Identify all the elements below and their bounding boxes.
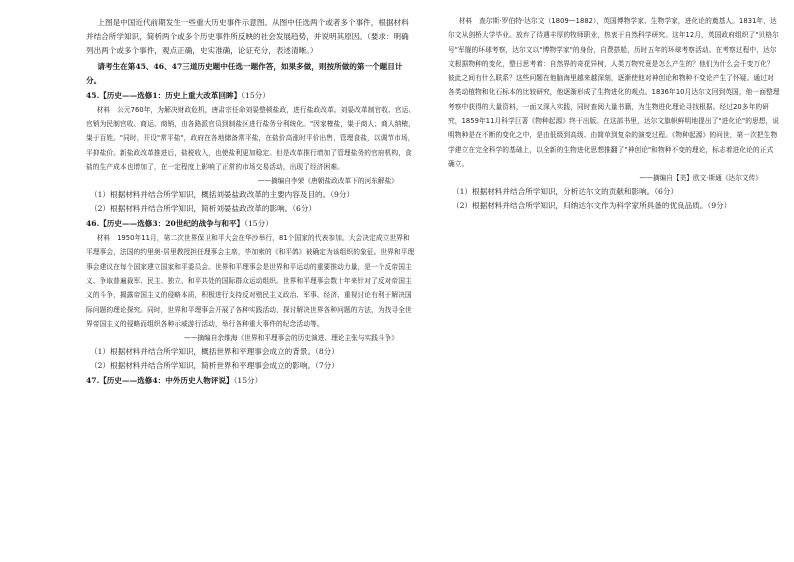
question-47-sub-2: （2）根据材料并结合所学知识，归纳达尔文作为科学家所具备的优良品质。（9分）: [452, 201, 732, 211]
question-46-sub-1: （1）根据材料并结合所学知识，概括世界和平理事会成立的背景。（8分）: [90, 347, 339, 357]
left-column: [86, 14, 416, 388]
question-46-material: 材料 1950年11月，第二次世界保卫和平大会在华沙举行，81个国家的代表参加。大会决定成立世界和平理事会，法国的约里奥-居里教授担任理事会主席，毕加索的《和平鸽》被确定为该组织的象征。世界和平理事会建议在每个国家建立国家和平委员会。世界和平理事会是世界和平运动的重要推动力量，是一个反帝国主义、争取普遍裁军、民主、独立、和平共处的国际群众运动组织。世界和平理事会数十年来针对了反对帝国主义的斗争，揭露帝国主义的侵略本质，积极进行支持反对殖民主义政治、军事、经济、重视讨论有利于解决国际问题的理论探究。同时，世界和平理事会开展了各种实践活动，探讨解决世界各种问题的方法，为找寻全世界帝国主义的侵略而组织各种示威游行活动，举行各种重大事件的纪念活动等。: [86, 234, 415, 328]
question-47-heading: 47.【历史——选修4：中外历史人物评说】（15分）: [86, 376, 263, 386]
right-column: [448, 14, 780, 213]
question-46-sub-2: （2）根据材料并结合所学知识，简析世界和平理事会成立的影响。（7分）: [90, 361, 339, 371]
question-46-source: ——摘编自余维海《世界和平理事会的历史演进、理论主张与实践斗争》: [184, 334, 398, 343]
question-45-heading: 45.【历史——选修1：历史上重大改革回眸】（15分）: [86, 90, 270, 100]
question-45-source: ——摘编自李荣《唐朝盐政改革下的河东解盐》: [257, 177, 398, 186]
question-45-sub-2: （2）根据材料并结合所学知识，简析刘晏盐政改革的影响。（6分）: [90, 204, 317, 214]
question-45-sub-1: （1）根据材料并结合所学知识，概括刘晏盐政改革的主要内容及目的。（9分）: [90, 190, 355, 200]
question-46-heading: 46.【历史——选修3：20世纪的战争与和平】（15分）: [86, 219, 273, 229]
elective-notice: 请考生在第45、46、47三道历史题中任选一题作答，如果多做，则按所做的第一个题目计分。: [86, 61, 403, 85]
question-47-sub-1: （1）根据材料并结合所学知识，分析达尔文的贡献和影响。（6分）: [452, 187, 679, 197]
question-47-source: ——摘编自【美】欧文·斯通《达尔文传》: [639, 174, 762, 183]
question-prompt: 上图是中国近代前期发生一些重大历史事件示意图。从图中任选两个或者多个事件，根据材料并结合所学知识，简析两个或多个历史事件所反映的社会发展趋势，并说明其原因。（要求：明确列出两个或多个事件，观点正确，史实准确，论证充分，表述清晰。）: [86, 18, 409, 56]
question-45-material: 材料 公元760年，为解决财政危机，唐肃宗任命刘晏整顿盐政，进行盐政改革。刘晏改革制官收、官运、官销为民制官收、商运、商销，由各路派官员到制盐区进行盐务分利统化。"因家榷盐，粜于商人；商人纳榷，粜于百姓。"同时，开设"常平盐"，政府在各地储备常平盐，在盐价高涨时平价出售，管理食盐，以调节市场，平抑盐价。新盐政改革推进后，盐税收入，也使盐利更加稳定。但是改革推行增加了管理盐务的官府机构，食盐的生产成本也增加了，在一定程度上影响了正常的市场交易活动，出现了经济困难。: [86, 105, 416, 171]
question-47-material: 材料 查尔斯·罗伯特·达尔文（1809—1882），英国博物学家、生物学家，进化论的奠基人。1831年，达尔文从剑桥大学毕业。放弃了待遇丰厚的牧师职业，热衷于自然科学研究。这年12月，英国政府组织了"贝格尔号"军舰的环球考察，达尔文以"博物学家"的身份，自费搭船，历时五年的环球考察活动。在考察过程中，达尔文根据物种的变化，整日思考着：自然界的奇花异树，人类万物究竟是怎么产生的？他们为什么会千变万化？彼此之间有什么联系？这些问题在他脑海里越来越深刻，逐渐使他对神创论和物种不变论产生了怀疑。通过对各类动植物和化石标本的比较研究，他逐渐形成了生物进化的观点。1836年10月达尔文回到英国，他一面整理考察中获得的大量资料，一面又深入实践，同时查阅大量书籍，为生物进化理论寻找根据。经过20多年的研究，1859年11月科学巨著《物种起源》终于出版。在这部书里，达尔文旗帜鲜明地提出了"进化论"的思想，说明物种是在不断的变化之中，是由低级到高级、由简单到复杂的演变过程。《物种起源》的问世，第一次把生物学建立在完全科学的基础上，以全新的生物进化思想推翻了"神创论"和物种不变的理论，标志着进化论的正式确立。: [448, 17, 780, 168]
